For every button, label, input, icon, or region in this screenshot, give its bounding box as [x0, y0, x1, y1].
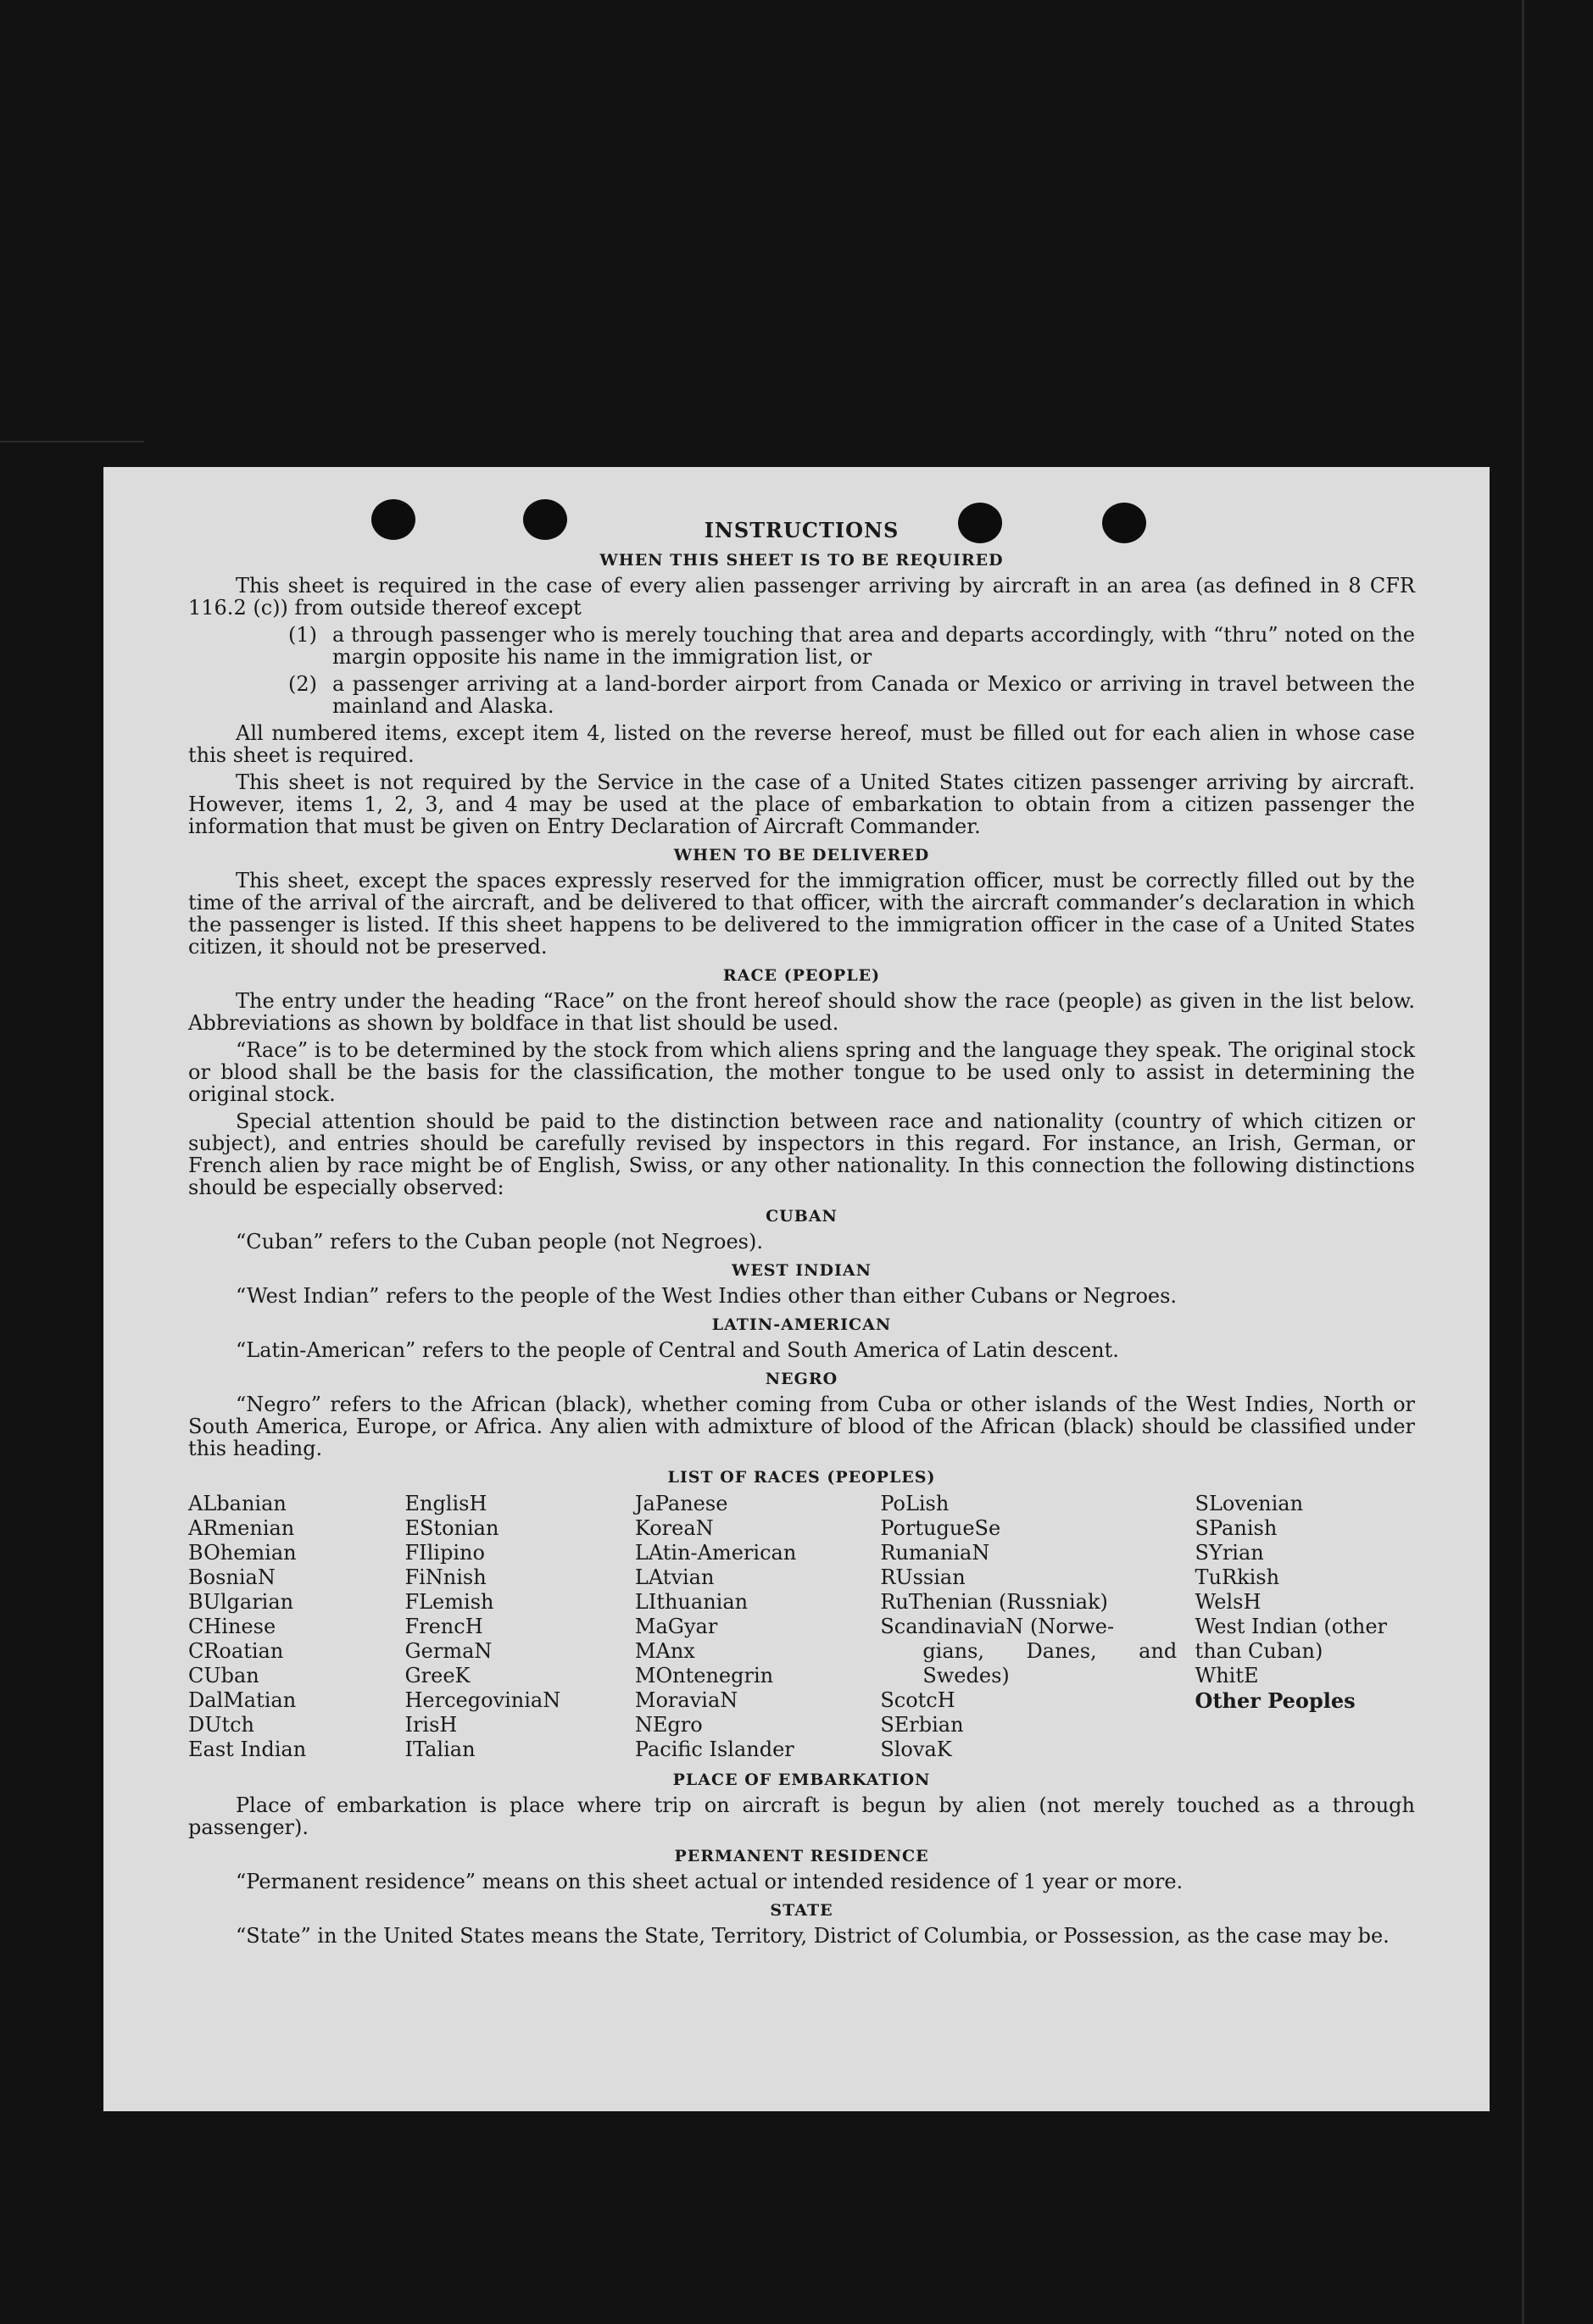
- word: gians,: [922, 1639, 985, 1663]
- race-entry: CUban: [188, 1664, 259, 1687]
- document-page: [103, 467, 1490, 2111]
- paragraph: This sheet is required in the case of every alien passenger arriving by aircraft in an area (as defined in 8 CFR 116.2 (c)) from outside thereof except: [188, 574, 1415, 620]
- races-list: [188, 1492, 1415, 1762]
- section-heading: PLACE OF EMBARKATION: [672, 1771, 931, 1789]
- list-item: [188, 673, 1415, 717]
- paragraph: Special attention should be paid to the distinction between race and nationality (country of which citizen or subject), and entries should be carefully revised by inspectors in this regard. For instance, an Irish, German, or French alien by race might be of English, Swiss, or any other nationality. In this connection the following distinctions should be especially observed:: [188, 1109, 1415, 1199]
- race-entry: PortugueSe: [880, 1516, 1001, 1540]
- race-entry: LAtvian: [634, 1565, 715, 1589]
- race-entry: BOhemian: [188, 1541, 297, 1565]
- race-entry: EnglisH: [404, 1492, 487, 1515]
- section-heading: RACE (PEOPLE): [722, 966, 881, 985]
- race-entry: WhitE: [1195, 1664, 1259, 1687]
- race-entry: BUlgarian: [188, 1590, 294, 1614]
- race-entry: RUssian: [880, 1565, 966, 1589]
- race-entry: FIlipino: [404, 1541, 485, 1565]
- paragraph: This sheet is not required by the Service in the case of a United States citizen passenger arriving by aircraft. However, items 1, 2, 3, and 4 may be used at the place of embarkation to obtain from a citizen passenger the information that must be given on Entry Declaration of Aircraft Commander.: [188, 770, 1415, 838]
- section-heading: CUBAN: [766, 1207, 838, 1226]
- paragraph: “Race” is to be determined by the stock from which aliens spring and the language they speak. The original stock or blood shall be the basis for the classification, the mother tongue to be used only to assist in determining the original stock.: [188, 1038, 1415, 1106]
- race-entry: East Indian: [188, 1737, 307, 1761]
- race-entry: SLovenian: [1195, 1492, 1304, 1515]
- race-entry: ITalian: [404, 1737, 476, 1761]
- race-entry: MAnx: [634, 1639, 695, 1663]
- race-entry: MoraviaN: [634, 1688, 738, 1712]
- section-heading: LIST OF RACES (PEOPLES): [667, 1468, 936, 1487]
- word: and: [1139, 1639, 1178, 1663]
- race-entry: SErbian: [880, 1713, 964, 1737]
- item-number: (1): [288, 623, 317, 647]
- race-entry: JaPanese: [634, 1492, 728, 1515]
- race-entry: FLemish: [404, 1590, 494, 1614]
- punch-hole: [1102, 503, 1146, 543]
- races-column: [1195, 1492, 1415, 1762]
- item-text: a passenger arriving at a land-border airport from Canada or Mexico or arriving in travel between the mainland and Alaska.: [332, 672, 1415, 718]
- races-column: [635, 1492, 880, 1762]
- race-entry: West Indian (other: [1195, 1615, 1388, 1638]
- race-entry: MOntenegrin: [634, 1664, 774, 1687]
- race-entry: WelsH: [1195, 1590, 1262, 1614]
- race-entry: CRoatian: [188, 1639, 284, 1663]
- race-entry: TuRkish: [1195, 1565, 1280, 1589]
- page-title: INSTRUCTIONS: [704, 518, 900, 542]
- race-entry: NEgro: [634, 1713, 703, 1737]
- word: Danes,: [1026, 1639, 1097, 1663]
- punch-hole: [371, 499, 415, 540]
- definition: “Permanent residence” means on this sheet actual or intended residence of 1 year or more.: [236, 1870, 1184, 1893]
- races-column: [880, 1492, 1195, 1762]
- race-entry-continuation: Swedes): [922, 1664, 1010, 1687]
- race-entry: RumaniaN: [880, 1541, 990, 1565]
- race-entry: FrencH: [404, 1615, 483, 1638]
- section-heading: WEST INDIAN: [731, 1261, 872, 1280]
- race-entry: than Cuban): [1195, 1639, 1323, 1663]
- race-entry: ALbanian: [188, 1492, 287, 1515]
- scan-streak: [0, 441, 144, 442]
- section-heading: LATIN-AMERICAN: [711, 1315, 892, 1334]
- race-entry: Pacific Islander: [634, 1737, 794, 1761]
- item-text: a through passenger who is merely touching that area and departs accordingly, with “thru” noted on the margin opposite his name in the immigration list, or: [332, 623, 1415, 669]
- list-item: [188, 624, 1415, 668]
- races-column: [188, 1492, 404, 1762]
- paragraph: “Negro” refers to the African (black), whether coming from Cuba or other islands of the West Indies, North or South America, Europe, or Africa. Any alien with admixture of blood of the African (black) should be classified under this heading.: [188, 1393, 1415, 1460]
- race-entry: SYrian: [1195, 1541, 1264, 1565]
- races-column: [404, 1492, 634, 1762]
- race-entry: EStonian: [404, 1516, 499, 1540]
- race-entry: PoLish: [880, 1492, 950, 1515]
- paragraph: “State” in the United States means the State, Territory, District of Columbia, or Possession, as the case may be.: [236, 1924, 1390, 1948]
- race-entry: FiNnish: [404, 1565, 487, 1589]
- race-entry: ARmenian: [188, 1516, 295, 1540]
- race-entry: DalMatian: [188, 1688, 297, 1712]
- definition: “Cuban” refers to the Cuban people (not Negroes).: [236, 1230, 763, 1254]
- race-entry: SlovaK: [880, 1737, 952, 1761]
- race-entry: Other Peoples: [1195, 1688, 1356, 1713]
- scan-streak: [1522, 0, 1524, 2324]
- punch-hole: [523, 499, 567, 540]
- section-heading: WHEN THIS SHEET IS TO BE REQUIRED: [599, 551, 1004, 570]
- item-number: (2): [288, 672, 317, 696]
- race-entry: GreeK: [404, 1664, 471, 1687]
- race-entry: MaGyar: [634, 1615, 718, 1638]
- paragraph: All numbered items, except item 4, listed on the reverse hereof, must be filled out for each alien in whose case this sheet is required.: [188, 721, 1415, 767]
- race-entry: RuThenian (Russniak): [880, 1590, 1108, 1614]
- race-entry: SPanish: [1195, 1516, 1278, 1540]
- race-entry: HercegoviniaN: [404, 1688, 561, 1712]
- section-heading: STATE: [770, 1901, 833, 1920]
- section-heading: NEGRO: [765, 1370, 838, 1388]
- paragraph: Place of embarkation is place where trip on aircraft is begun by alien (not merely touched as a through passenger).: [188, 1793, 1415, 1839]
- paragraph: The entry under the heading “Race” on the front hereof should show the race (people) as given in the list below. Abbreviations as shown by boldface in that list should be used.: [188, 989, 1415, 1035]
- section-heading: PERMANENT RESIDENCE: [674, 1847, 929, 1865]
- race-entry: ScotcH: [880, 1688, 955, 1712]
- race-entry: DUtch: [188, 1713, 255, 1737]
- section-heading: WHEN TO BE DELIVERED: [673, 846, 930, 865]
- race-entry: ScandinaviaN (Norwe-: [880, 1615, 1115, 1638]
- paragraph: This sheet, except the spaces expressly reserved for the immigration officer, must be correctly filled out by the time of the arrival of the aircraft, and be delivered to that officer, with the aircraft commander’s declaration in which the passenger is listed. If this sheet happens to be delivered to the immigration officer in the case of a United States citizen, it should not be preserved.: [188, 869, 1415, 959]
- race-entry: IrisH: [404, 1713, 458, 1737]
- race-entry: KoreaN: [634, 1516, 714, 1540]
- race-entry: CHinese: [188, 1615, 276, 1638]
- punch-hole: [958, 503, 1002, 543]
- race-entry: LAtin-American: [634, 1541, 797, 1565]
- race-entry-continuation: [880, 1639, 1177, 1664]
- race-entry: LIthuanian: [634, 1590, 749, 1614]
- definition: “Latin-American” refers to the people of Central and South America of Latin descent.: [236, 1338, 1119, 1362]
- definition: “West Indian” refers to the people of the West Indies other than either Cubans or Negroes.: [236, 1284, 1178, 1308]
- race-entry: GermaN: [404, 1639, 493, 1663]
- race-entry: BosniaN: [188, 1565, 276, 1589]
